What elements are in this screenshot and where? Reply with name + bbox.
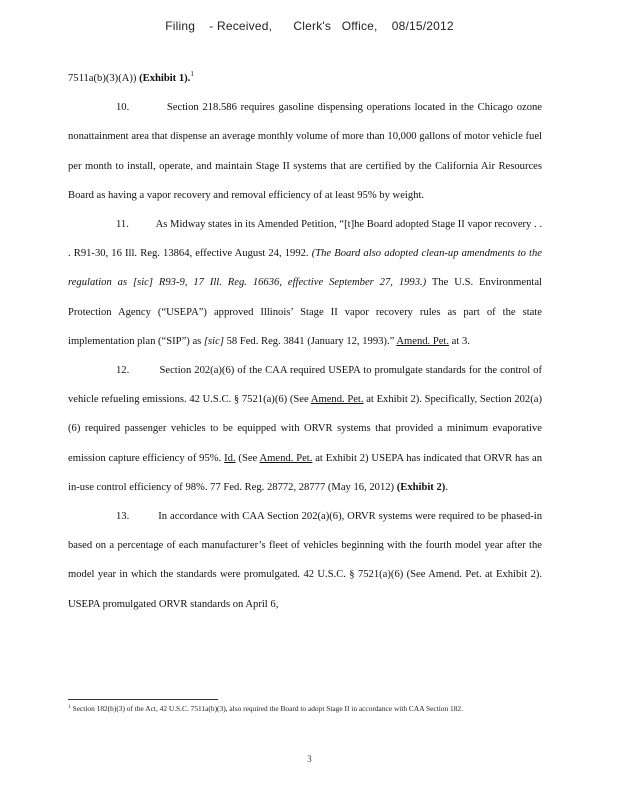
paragraph-text: As Midway states in its Amended Petition, “[t]he Board adopted Stage II vapor recovery . . . R91-30, 16 Ill. Reg. 13864, effective August 24, 1992. xyxy=(68,219,542,260)
amended-petition-ref: Amend. Pet. xyxy=(259,452,313,464)
intro-text: 7511a(b)(3)(A)) xyxy=(68,73,140,84)
exhibit-2-ref: (Exhibit 2) xyxy=(396,481,446,493)
paragraph-11 xyxy=(68,210,542,356)
paragraph-text: The U.S. Environmental Protection Agency (“USEPA”) approved Illinois’ Stage II vapor recovery rules as part of the state implementation plan (“SIP”) as xyxy=(68,277,542,347)
filing-header xyxy=(0,19,619,33)
italic-text: (The Board also adopted clean-up amendments to the regulation as [sic] R93-9, 17 Ill. Reg. 16636, effective September 27, 1993.) xyxy=(68,248,542,289)
paragraph-number: 11. xyxy=(116,219,129,231)
paragraph-text: at Exhibit 2) USEPA has indicated that ORVR has an in-use control efficiency of 98%. 77 Fed. Reg. 28772, 28777 (May 16, 2012) xyxy=(68,452,543,493)
footnote-ref: 1 xyxy=(190,70,194,78)
document-body xyxy=(68,64,542,619)
paragraph-13 xyxy=(68,502,542,619)
paragraph-text: In accordance with CAA Section 202(a)(6), ORVR systems were required to be phased-in based on a percentage of each manufacturer’s fleet of vehicles beginning with the fourth model year after the model year in which the standards were promulgated. 42 U.S.C. § 7521(a)(6) (See Amend. Pet. at Exhibit 2). USEPA promulgated ORVR standards on April 6, xyxy=(68,511,543,610)
paragraph-12 xyxy=(68,356,542,502)
paragraph-number: 13. xyxy=(116,511,130,523)
header-received: - Received, xyxy=(209,19,273,33)
paragraph-number: 12. xyxy=(116,365,130,377)
header-office: Office, xyxy=(341,19,378,33)
footnote xyxy=(68,703,542,714)
footnote-mark: 1 xyxy=(68,704,71,710)
paragraph-text: Section 202(a)(6) of the CAA required USEPA to promulgate standards for the control of vehicle refueling emissions. 42 U.S.C. § 7521(a)(6) (See xyxy=(68,365,543,406)
paragraph-10 xyxy=(68,93,542,210)
header-clerks: Clerk's xyxy=(293,19,332,33)
footnote-text: Section 182(b)(3) of the Act, 42 U.S.C. 7511a(b)(3), also required the Board to adopt Stage II in accordance with CAA Section 182. xyxy=(72,704,463,713)
amended-petition-ref: Amend. Pet. xyxy=(310,394,364,406)
exhibit-1-ref: (Exhibit 1). xyxy=(139,73,191,84)
paragraph-text: 58 Fed. Reg. 3841 (January 12, 1993).” xyxy=(223,335,397,347)
id-ref: Id. xyxy=(224,452,236,464)
header-filing: Filing xyxy=(165,19,196,33)
footnote-divider xyxy=(68,699,218,700)
header-date: 08/15/2012 xyxy=(391,19,454,33)
amended-petition-ref: Amend. Pet. xyxy=(396,335,450,347)
paragraph-number: 10. xyxy=(116,102,130,114)
paragraph-text: at 3. xyxy=(449,335,470,347)
paragraph-text: . xyxy=(445,481,448,493)
sic-note: [sic] xyxy=(203,335,224,347)
paragraph-text: at Exhibit 2). Specifically, Section 202(a)(6) required passenger vehicles to be equipped with ORVR systems that provided a minimum evaporative emission capture efficiency of 95%. xyxy=(68,394,542,464)
paragraph-intro xyxy=(68,64,542,93)
paragraph-text: (See xyxy=(235,452,260,464)
paragraph-text: Section 218.586 requires gasoline dispensing operations located in the Chicago ozone nonattainment area that dispense an average monthly volume of more than 10,000 gallons of motor vehicle fuel per month to install, operate, and maintain Stage II systems that are certified by the California Air Resources Board as having a vapor recovery and removal efficiency of at least 95% by weight. xyxy=(68,102,542,201)
page-number: 3 xyxy=(307,754,312,764)
